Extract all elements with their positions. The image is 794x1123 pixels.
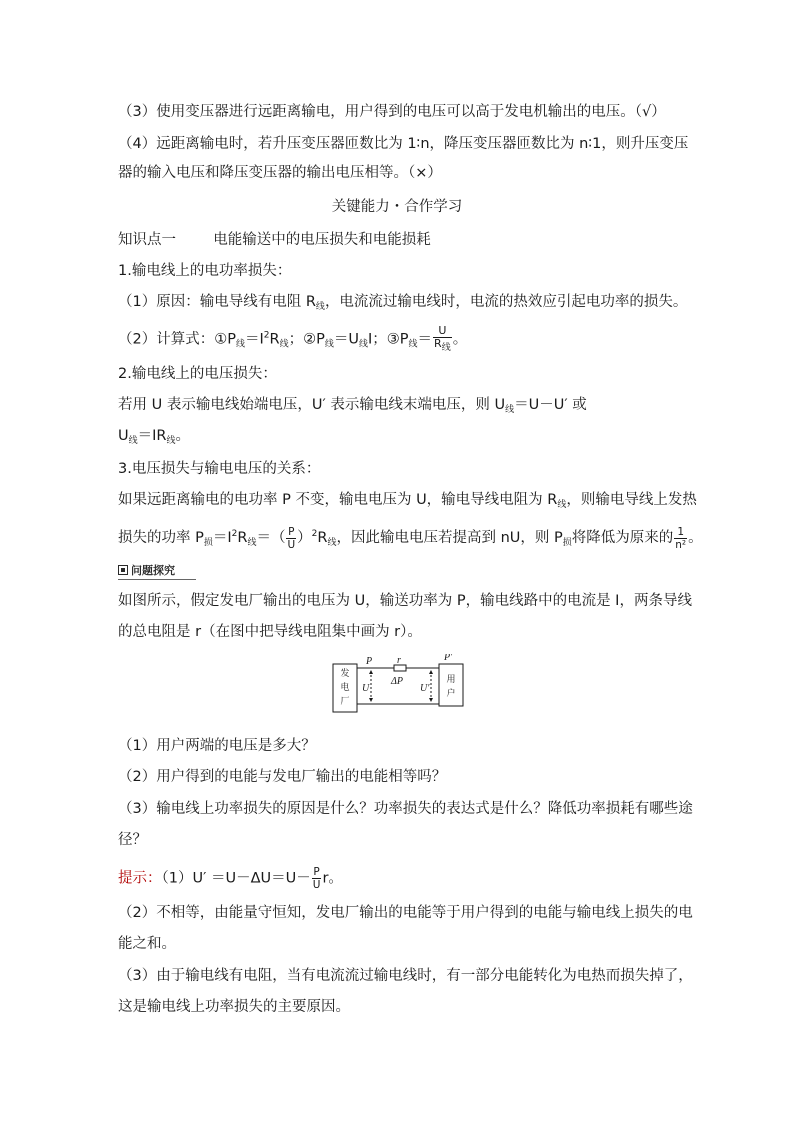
- hint-label: 提示：: [118, 870, 162, 887]
- fraction-1-over-n2: [674, 526, 687, 551]
- question-1: [118, 736, 316, 756]
- plant-char-1: 发: [340, 669, 350, 679]
- transmission-diagram: [330, 654, 466, 716]
- part2-text-1: 若用 U 表示输电线始端电压，U′ 表示输电线末端电压，则 U: [118, 397, 506, 413]
- section-title-text: 关键能力・合作学习: [331, 199, 463, 215]
- part2-text-1-end: ＝U－U′ 或: [514, 397, 587, 413]
- label-delta-p: ΔP: [391, 676, 403, 687]
- p3-sub-line-1: 线: [247, 538, 257, 548]
- explore-intro-text-1: 如图所示，假定发电厂输出的电压为 U，输送功率为 P，输电线路中的电流是 I，两条导线: [118, 593, 692, 609]
- f-sub-4: 线: [358, 339, 368, 350]
- hint-1: [118, 866, 343, 891]
- frac-num: U: [433, 325, 452, 338]
- sub-line: 线: [315, 302, 325, 312]
- p3-frac-den: U: [287, 538, 296, 551]
- part1-cause-b: ，电流流过输电线时，电流的热效应引起电功率的损失。: [324, 294, 688, 310]
- tag-label: 问题探究: [131, 564, 175, 577]
- question-2-text: （2）用户得到的电能与发电厂输出的电能相等吗？: [118, 769, 447, 785]
- section-title: [0, 197, 794, 217]
- kp-title: 电能输送中的电压损失和电能损耗: [213, 232, 431, 248]
- part2-ir: ＝IR: [137, 428, 167, 444]
- hint-2-line-1: [118, 903, 693, 923]
- knowledge-point-heading: [118, 230, 431, 250]
- f1-sup: 2: [263, 330, 270, 341]
- part2-sub-3: 线: [166, 436, 176, 446]
- fraction-p-over-u: [286, 526, 296, 551]
- part3-heading: [118, 459, 320, 479]
- p3-f: R: [317, 530, 328, 546]
- label-p: P: [366, 656, 373, 667]
- p3-sup: 2: [231, 529, 238, 539]
- p3-g: ，因此输电电压若提高到 nU，则 P: [336, 530, 563, 546]
- hint-3-text-2: 这是输电线上功率损失的主要原因。: [118, 999, 350, 1015]
- part3-line-2: [118, 524, 703, 553]
- f-sub-1: 线: [235, 339, 245, 350]
- part2-sub-1: 线: [505, 405, 515, 415]
- f1-end: ；②P: [288, 331, 325, 348]
- f3-mid: ＝: [417, 331, 433, 348]
- hint-1-text: （1）U′ ＝U－ΔU＝U－: [161, 870, 311, 887]
- f-sub-2: 线: [279, 339, 289, 350]
- tag-box-icon: [118, 565, 128, 575]
- p3-h: 将降低为原来的: [571, 530, 674, 546]
- part3-heading-text: 3.电压损失与输电电压的关系：: [118, 461, 321, 477]
- item-4-line-1: [118, 134, 688, 154]
- explore-intro-2: [118, 622, 422, 642]
- hint-2-line-2: [118, 934, 176, 954]
- p3-d: ＝（: [256, 530, 286, 546]
- label-u: U: [362, 683, 370, 694]
- part2-heading-text: 2.输电线上的电压损失：: [118, 366, 277, 382]
- arrow-head-u2-bottom: [429, 698, 433, 702]
- part2-heading: [118, 364, 277, 384]
- problem-explore-tag: [118, 562, 175, 578]
- f-sub-3: 线: [324, 339, 334, 350]
- part3-sub-1: 线: [557, 500, 567, 510]
- part1-heading: [118, 261, 291, 281]
- hint-frac-den: U: [312, 879, 321, 891]
- explore-intro-1: [118, 591, 692, 611]
- user-char-2: 户: [446, 689, 456, 699]
- f1-mid: ＝I: [244, 331, 264, 348]
- p3-a: 损失的功率 P: [118, 530, 204, 546]
- hint-2-text-2: 能之和。: [118, 936, 176, 952]
- label-p-prime: P′: [444, 654, 453, 663]
- question-3-text-1: （3）输电线上功率损失的原因是什么？功率损失的表达式是什么？降低功率损耗有哪些途: [118, 801, 693, 817]
- part2-line-2: [118, 426, 190, 451]
- user-box: [439, 664, 463, 706]
- part1-formula: [118, 325, 467, 355]
- p3-sup-2: 2: [311, 529, 318, 539]
- question-3-line-1: [118, 799, 693, 819]
- arrow-head-u-top: [369, 670, 373, 674]
- f-prefix: （2）计算式：①P: [118, 331, 236, 348]
- part1-cause-a: （1）原因：输电导线有电阻 R: [118, 294, 316, 310]
- f-sub-5: 线: [408, 339, 418, 350]
- question-3-text-2: 径？: [118, 832, 147, 848]
- f1-r: R: [269, 331, 280, 348]
- item-4-text-2: 器的输入电压和降压变压器的输出电压相等。（×）: [118, 165, 442, 181]
- item-3: [118, 102, 666, 122]
- tag-underline: [118, 579, 196, 580]
- f2-mid: ＝U: [333, 331, 359, 348]
- frac-den-r: R: [434, 337, 442, 350]
- part3-text-1: 如果远距离输电的电功率 P 不变，输电电压为 U，输电导线电阻为 R: [118, 492, 558, 508]
- part3-text-1-end: ，则输电导线上发热: [566, 492, 697, 508]
- part1-cause: [118, 292, 687, 317]
- frac-den-sub: 线: [441, 343, 451, 353]
- kp-label: 知识点一: [118, 232, 176, 248]
- part2-end: 。: [175, 428, 191, 444]
- p3-sub-line-2: 线: [327, 538, 337, 548]
- label-u-prime: U′: [420, 683, 430, 694]
- frac-den: [433, 338, 452, 354]
- hint-1-end: r。: [322, 870, 343, 887]
- question-2: [118, 767, 446, 787]
- p3-frac2-num: 1: [674, 526, 687, 539]
- p3-frac2-den: n²: [675, 538, 687, 551]
- p3-frac-num: P: [288, 525, 295, 538]
- p3-c: R: [237, 530, 248, 546]
- hint-2-text-1: （2）不相等，由能量守恒知，发电厂输出的电能等于用户得到的电能与输电线上损失的电: [118, 905, 693, 921]
- item-4-text-1: （4）远距离输电时，若升压变压器匝数比为 1∶n，降压变压器匝数比为 n∶1，则升压变压: [118, 136, 689, 152]
- fraction-u-over-r: [433, 325, 452, 354]
- item-4-line-2: [118, 163, 442, 183]
- f3-end: 。: [452, 331, 468, 348]
- f2-end: I；③P: [368, 331, 409, 348]
- part2-line-1: [118, 395, 587, 420]
- hint-3-line-1: [118, 966, 693, 986]
- hint-frac-num: P: [313, 866, 320, 878]
- part3-line-1: [118, 490, 697, 515]
- hint-3-text-1: （3）由于输电线有电阻，当有电流流过输电线时，有一部分电能转化为电热而损失掉了，: [118, 968, 693, 984]
- question-1-text: （1）用户两端的电压是多大？: [118, 738, 316, 754]
- item-3-text: （3）使用变压器进行远距离输电，用户得到的电压可以高于发电机输出的电压。（√）: [118, 104, 666, 120]
- user-char-1: 用: [446, 675, 456, 685]
- arrow-head-u-bottom: [369, 698, 373, 702]
- question-3-line-2: [118, 830, 147, 850]
- part2-sub-2: 线: [128, 436, 138, 446]
- explore-intro-text-2: 的总电阻是 r（在图中把导线电阻集中画为 r）。: [118, 624, 422, 640]
- plant-char-3: 厂: [340, 697, 350, 707]
- fraction-hint: [312, 866, 322, 891]
- plant-char-2: 电: [340, 683, 350, 693]
- p3-end: 。: [688, 530, 703, 546]
- part2-u: U: [118, 428, 129, 444]
- p3-sub-loss-2: 损: [562, 538, 572, 548]
- label-r: r: [397, 655, 401, 666]
- hint-3-line-2: [118, 997, 350, 1017]
- part1-heading-text: 1.输电线上的电功率损失：: [118, 263, 292, 279]
- p3-e: ）: [297, 530, 312, 546]
- arrow-head-u2-top: [429, 670, 433, 674]
- p3-sub-loss: 损: [203, 538, 213, 548]
- p3-b: ＝I: [212, 530, 232, 546]
